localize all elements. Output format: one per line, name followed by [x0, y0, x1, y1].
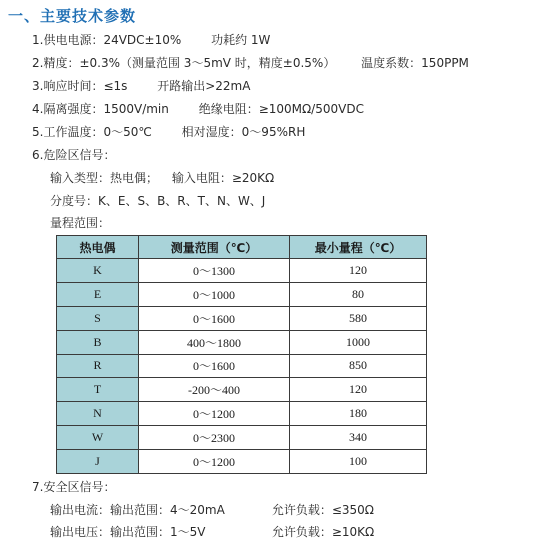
cell-code: E — [57, 282, 139, 306]
spec-response-label: 3.响应时间：≤1s — [32, 79, 128, 93]
cell-range: 0～1200 — [139, 402, 290, 426]
cell-code: W — [57, 426, 139, 450]
table-row — [57, 282, 427, 306]
table-row — [57, 306, 427, 330]
table-row — [57, 354, 427, 378]
header-thermocouple: 热电偶 — [57, 236, 139, 259]
table-row — [57, 330, 427, 354]
cell-range: 400～1800 — [139, 330, 290, 354]
spec-power — [32, 32, 270, 48]
safe-voltage-range: 输出电压：输出范围：1～5V — [50, 525, 206, 539]
cell-code: T — [57, 378, 139, 402]
spec-hazard-input — [50, 170, 274, 186]
hazard-input-type: 输入类型：热电偶； — [50, 171, 159, 185]
range-table-header — [57, 236, 427, 259]
hazard-input-resistance: 输入电阻：≥20KΩ — [171, 171, 275, 185]
cell-min-span: 120 — [290, 259, 427, 283]
spec-safe-voltage — [50, 524, 374, 540]
safe-voltage-load: 允许负载：≥10KΩ — [271, 525, 375, 539]
spec-response — [32, 78, 250, 94]
spec-temperature — [32, 124, 305, 140]
spec-hazard-title: 6.危险区信号： — [32, 148, 116, 162]
table-row — [57, 450, 427, 474]
section-title: 一、主要技术参数 — [8, 7, 137, 25]
cell-code: J — [57, 450, 139, 474]
cell-min-span: 340 — [290, 426, 427, 450]
cell-range: 0～1200 — [139, 450, 290, 474]
cell-range: -200～400 — [139, 378, 290, 402]
spec-power-extra: 功耗约 1W — [211, 33, 271, 47]
table-row — [57, 426, 427, 450]
table-row — [57, 378, 427, 402]
spec-isolation — [32, 101, 364, 117]
spec-power-label: 1.供电电源：24VDC±10% — [32, 33, 182, 47]
spec-temperature-extra: 相对湿度：0～95%RH — [181, 125, 306, 139]
spec-hazard-graduation: 分度号：K、E、S、B、R、T、N、W、J — [50, 194, 266, 208]
safe-current-range: 输出电流：输出范围：4～20mA — [50, 503, 225, 517]
table-row — [57, 259, 427, 283]
spec-isolation-label: 4.隔离强度：1500V/min — [32, 102, 169, 116]
spec-hazard-range-label: 量程范围： — [50, 216, 111, 230]
spec-safe-current — [50, 502, 374, 518]
cell-min-span: 80 — [290, 282, 427, 306]
cell-min-span: 100 — [290, 450, 427, 474]
cell-range: 0～1300 — [139, 259, 290, 283]
cell-range: 0～2300 — [139, 426, 290, 450]
cell-range: 0～1600 — [139, 354, 290, 378]
cell-range: 0～1600 — [139, 306, 290, 330]
cell-min-span: 120 — [290, 378, 427, 402]
spec-accuracy-label: 2.精度：±0.3%（测量范围 3～5mV 时，精度±0.5%） — [32, 56, 336, 70]
spec-accuracy — [32, 55, 469, 71]
cell-min-span: 580 — [290, 306, 427, 330]
cell-code: R — [57, 354, 139, 378]
table-row — [57, 402, 427, 426]
spec-accuracy-extra: 温度系数：150PPM — [361, 56, 469, 70]
spec-safe-title: 7.安全区信号： — [32, 480, 116, 494]
cell-min-span: 180 — [290, 402, 427, 426]
cell-code: N — [57, 402, 139, 426]
safe-current-load: 允许负载：≤350Ω — [271, 503, 374, 517]
cell-range: 0～1000 — [139, 282, 290, 306]
cell-code: S — [57, 306, 139, 330]
cell-min-span: 1000 — [290, 330, 427, 354]
header-min-span: 最小量程（℃） — [290, 236, 427, 259]
range-table — [56, 235, 427, 474]
cell-min-span: 850 — [290, 354, 427, 378]
spec-response-extra: 开路输出>22mA — [157, 79, 251, 93]
cell-code: B — [57, 330, 139, 354]
header-measure-range: 测量范围（℃） — [139, 236, 290, 259]
cell-code: K — [57, 259, 139, 283]
spec-temperature-label: 5.工作温度：0～50℃ — [32, 125, 152, 139]
spec-isolation-extra: 绝缘电阻：≥100MΩ/500VDC — [198, 102, 364, 116]
